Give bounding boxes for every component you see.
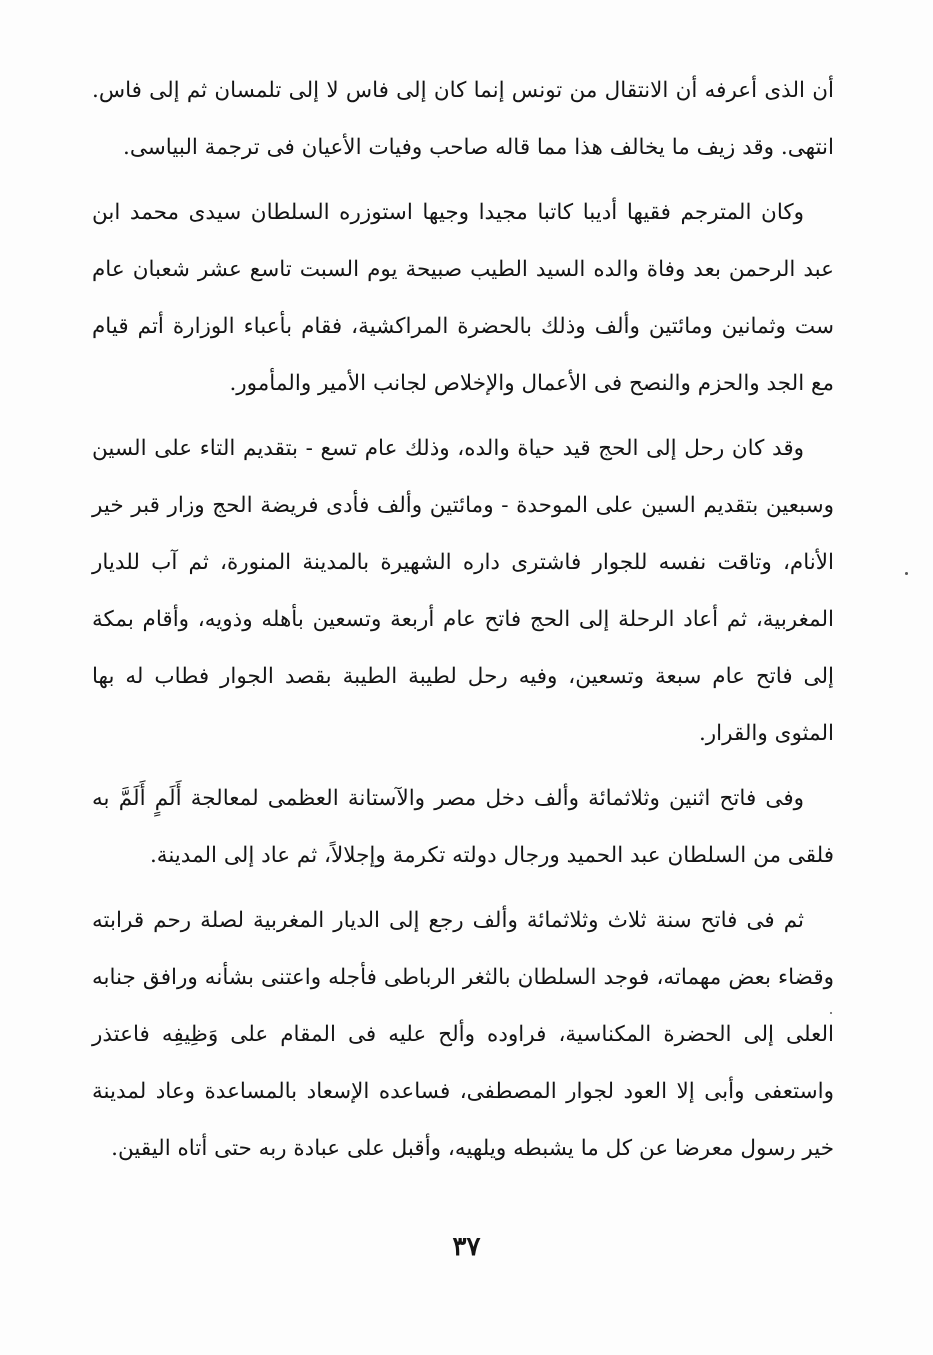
paragraph-2: وكان المترجم فقيها أديبا كاتبا مجيدا وجيها استوزره السلطان سيدى محمد ابن عبد الرحمن بعد وفاة والده السيد الطيب صبيحة يوم السبت تاسع عشر شعبان عام ست وثمانين ومائتين وألف وذلك بالحضرة المراكشية، فقام بأعباء الوزارة أتم قيام مع الجد والحزم والنصح فى الأعمال والإخلاص لجانب الأمير والمأمور.	[92, 200, 834, 396]
body-text	[92, 62, 834, 1185]
page-number: ٣٧	[452, 1232, 481, 1262]
scan-speck	[905, 572, 908, 575]
scan-speck	[830, 1012, 832, 1014]
paragraph-1: أن الذى أعرفه أن الانتقال من تونس إنما كان إلى فاس لا إلى تلمسان ثم إلى فاس. انتهى. وقد زيف ما يخالف هذا مما قاله صاحب وفيات الأعيان فى ترجمة البياسى.	[92, 78, 834, 160]
paragraph-3: وقد كان رحل إلى الحج قيد حياة والده، وذلك عام تسع - بتقديم التاء على السين وسبعين بتقديم السين على الموحدة - ومائتين وألف فأدى فريضة الحج وزار قبر خير الأنام، وتاقت نفسه للجوار فاشترى داره الشهيرة بالمدينة المنورة، ثم آب للديار المغربية، ثم أعاد الرحلة إلى الحج فاتح عام أربعة وتسعين بأهله وذويه، وأقام بمكة إلى فاتح عام سبعة وتسعين، وفيه رحل لطيبة الطيبة بقصد الجوار فطاب له بها المثوى والقرار.	[92, 436, 834, 746]
paragraph-4: وفى فاتح اثنين وثلاثمائة وألف دخل مصر والآستانة العظمى لمعالجة أَلَمٍ أَلَمَّ به فلقى من السلطان عبد الحميد ورجال دولته تكرمة وإجلالاً، ثم عاد إلى المدينة.	[92, 786, 834, 868]
paragraph-5: ثم فى فاتح سنة ثلاث وثلاثمائة وألف رجع إلى الديار المغربية لصلة رحم قرابته وقضاء بعض مهماته، فوجد السلطان بالثغر الرباطى فأجله واعتنى بشأنه ورافق جنابه العلى إلى الحضرة المكناسية، فراوده وألح عليه فى المقام على وَظِيفِه فاعتذر واستعفى وأبى إلا العود لجوار المصطفى، فساعده الإسعاد بالمساعدة وعاد لمدينة خير رسول معرضا عن كل ما يشبطه ويلهيه، وأقبل على عبادة ربه حتى أتاه اليقين.	[92, 908, 834, 1161]
